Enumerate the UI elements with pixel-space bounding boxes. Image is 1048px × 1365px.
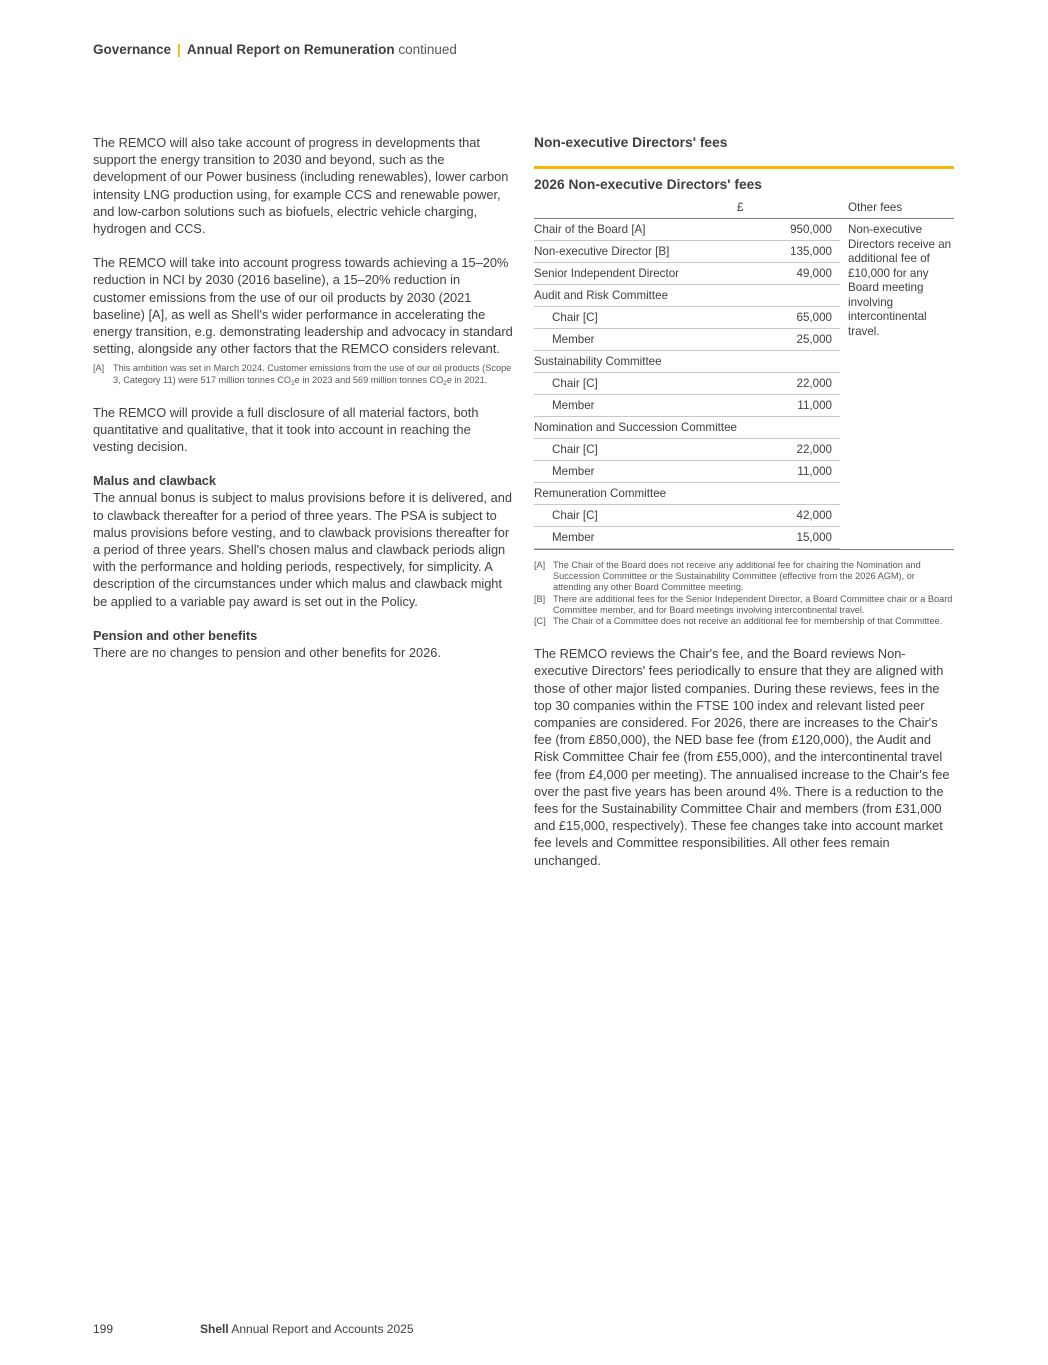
row-label: Nomination and Succession Committee xyxy=(534,417,737,439)
header-section: Governance xyxy=(93,42,172,57)
row-label: Member xyxy=(534,527,737,549)
table-row xyxy=(534,219,954,241)
table-footnotes xyxy=(534,560,954,627)
row-label: Member xyxy=(534,461,737,483)
row-label: Remuneration Committee xyxy=(534,483,737,505)
disclosure-paragraph: The REMCO will provide a full disclosure of all material factors, both quantitative and qualitative, that it took into account in reaching the vesting decision. xyxy=(93,404,479,455)
other-fees-note: Non-executive Directors receive an additional fee of £10,000 for any Board meeting involving intercontinental travel. xyxy=(848,223,952,338)
header-title: Annual Report on Remuneration xyxy=(186,42,395,57)
header-other-fees: Other fees xyxy=(840,197,954,219)
row-label: Chair [C] xyxy=(534,439,737,461)
page-number: 199 xyxy=(93,1322,114,1336)
row-amount: 65,000 xyxy=(737,307,840,329)
emissions-paragraph: The REMCO will take into account progress towards achieving a 15–20% reduction in NCI by 2030 (2016 baseline), a 15–20% reduction in customer emissions from the use of our oil products by 2030 (2021 baseline) [A], as well as Shell's wider performance in accelerating the energy transition, e.g. demonstrating leadership and advocacy in standard setting, alongside any other factors that the REMCO considers relevant. xyxy=(93,255,513,357)
row-label: Chair [C] xyxy=(534,373,737,395)
row-label: Member xyxy=(534,395,737,417)
right-column xyxy=(534,134,954,869)
table-title: 2026 Non-executive Directors' fees xyxy=(534,177,762,192)
row-amount xyxy=(737,417,840,439)
row-amount: 11,000 xyxy=(737,395,840,417)
footer-title: Annual Report and Accounts 2025 xyxy=(231,1322,414,1336)
row-amount: 22,000 xyxy=(737,439,840,461)
header-blank xyxy=(534,197,737,219)
header-suffix: continued xyxy=(398,42,457,57)
energy-transition-paragraph: The REMCO will also take account of progress in developments that support the energy transition to 2030 and beyond, such as the development of our Power business (including renewables), lower carbon intensity LNG production using, for example CCS and renewable power, and low-carbon solutions such as biofuels, electric vehicle charging, hydrogen and CCS. xyxy=(93,135,509,237)
row-label: Chair of the Board [A] xyxy=(534,219,737,241)
table-footnote-b: [B] There are additional fees for the Senior Independent Director, a Board Committee chair or a Board Committee member, and for Board meetings involving intercontinental travel. xyxy=(534,593,953,615)
fee-review-paragraph: The REMCO reviews the Chair's fee, and the Board reviews Non-executive Directors' fees periodically to ensure that they are aligned with those of other major listed companies. During these reviews, fees in the top 30 companies within the FTSE 100 index and relevant listed peer companies are considered. For 2026, there are increases to the Chair's fee (from £850,000), the NED base fee (from £120,000), the Audit and Risk Committee Chair fee (from £55,000), and the intercontinental travel fee (from £4,000 per meeting). The annualised increase to the Chair's fee over the past five years has been around 4%. There is a reduction to the fees for the Sustainability Committee Chair and members (from £31,000 and £15,000, respectively). These fee changes take into account market fee levels and Committee responsibilities. All other fees remain unchanged. xyxy=(534,646,950,868)
table-bottom-rule xyxy=(534,549,954,550)
malus-heading: Malus and clawback xyxy=(93,473,217,489)
footnote-text: This ambition was set in March 2024. Customer emissions from the use of our oil products (Scope 3, Category 11) were 517 million tonnes $CO_2e$ in 2023 and 569 million tonnes $CO_2e$ in 2021. xyxy=(113,363,512,388)
row-label: Senior Independent Director xyxy=(534,263,737,285)
header-separator: | xyxy=(177,42,181,57)
footnote-a xyxy=(93,363,513,386)
left-column xyxy=(93,134,513,661)
row-amount xyxy=(737,285,840,307)
page-footer xyxy=(93,1322,414,1336)
row-amount: 15,000 xyxy=(737,527,840,549)
row-amount xyxy=(737,483,840,505)
row-amount: 135,000 xyxy=(737,241,840,263)
pension-heading: Pension and other benefits xyxy=(93,627,258,643)
row-label: Chair [C] xyxy=(534,307,737,329)
pension-paragraph: There are no changes to pension and other benefits for 2026. xyxy=(93,645,441,661)
row-label: Audit and Risk Committee xyxy=(534,285,737,307)
row-label: Member xyxy=(534,329,737,351)
section-title: Non-executive Directors' fees xyxy=(534,134,954,169)
row-amount: 950,000 xyxy=(737,219,840,241)
row-amount: 22,000 xyxy=(737,373,840,395)
row-amount xyxy=(737,351,840,373)
table-footnote-a: [A] The Chair of the Board does not receive any additional fee for chairing the Nomination and Succession Committee or the Sustainability Committee (effective from the 2026 AGM), or attending any other Board Committee meeting. xyxy=(534,560,921,593)
row-label: Sustainability Committee xyxy=(534,351,737,373)
row-label: Non-executive Director [B] xyxy=(534,241,737,263)
row-amount: 11,000 xyxy=(737,461,840,483)
row-amount: 25,000 xyxy=(737,329,840,351)
page-header xyxy=(93,42,457,57)
row-label: Chair [C] xyxy=(534,505,737,527)
header-currency: £ xyxy=(737,197,840,219)
table-footnote-c: [C] The Chair of a Committee does not receive an additional fee for membership of that Committee. xyxy=(534,616,943,627)
table-header-row xyxy=(534,197,954,219)
fees-table xyxy=(534,197,954,549)
row-amount: 49,000 xyxy=(737,263,840,285)
malus-paragraph: The annual bonus is subject to malus provisions before it is delivered, and to clawback thereafter for a period of three years. The PSA is subject to malus provisions before vesting, and to clawback provisions thereafter for a period of three years. Shell's chosen malus and clawback periods align with the performance and holding periods, respectively, for simplicity. A description of the circumstances under which malus and clawback might be applied to a variable pay award is set out in the Policy. xyxy=(93,490,512,609)
footnote-key: [A] xyxy=(93,363,105,374)
footer-brand: Shell xyxy=(200,1322,229,1336)
row-amount: 42,000 xyxy=(737,505,840,527)
